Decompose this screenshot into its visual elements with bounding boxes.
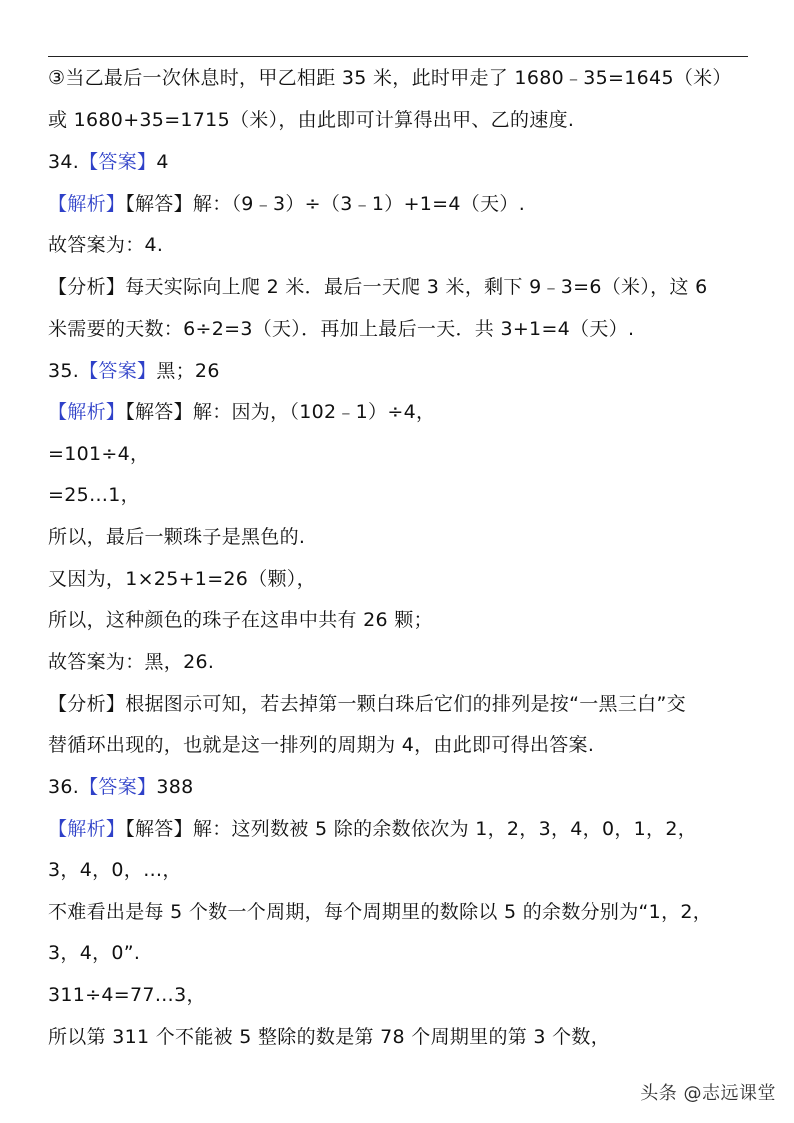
text-line: 米需要的天数：6÷2=3（天）．再加上最后一天．共 3+1=4（天）. — [48, 318, 635, 340]
text-line: 故答案为：黑，26. — [48, 651, 215, 673]
answer-line-34: 34.【答案】4 — [48, 151, 169, 173]
text-line: 又因为，1×25+1=26（颗）， — [48, 568, 316, 590]
analysis-tag: 【解析】 — [48, 818, 126, 840]
text-line: 3，4，0”. — [48, 942, 141, 964]
analysis-line-36: 【解析】【解答】解：这列数被 5 除的余数依次为 1，2，3，4，0，1，2， — [48, 818, 698, 840]
analysis-tag: 【解析】 — [48, 401, 126, 423]
text-line: ③当乙最后一次休息时，甲乙相距 35 米，此时甲走了 1680﹣35=1645（米） — [48, 67, 732, 89]
answer-tag: 【答案】 — [79, 360, 157, 382]
text-line: 311÷4=77…3， — [48, 984, 206, 1006]
analysis-line-34: 【解析】【解答】解：（9﹣3）÷（3﹣1）+1=4（天）. — [48, 193, 526, 215]
text-line: =25…1， — [48, 484, 140, 506]
answer-tag: 【答案】 — [79, 151, 157, 173]
text-line: 所以，这种颜色的珠子在这串中共有 26 颗； — [48, 609, 433, 631]
text-line: 【分析】每天实际向上爬 2 米．最后一天爬 3 米，剩下 9﹣3=6（米），这 6 — [48, 276, 708, 298]
analysis-line-35: 【解析】【解答】解：因为，（102﹣1）÷4， — [48, 401, 436, 423]
text-line: 3，4，0，…， — [48, 859, 182, 881]
answer-tag: 【答案】 — [79, 776, 157, 798]
text-line: 【分析】根据图示可知，若去掉第一颗白珠后它们的排列是按“一黑三白”交 — [48, 693, 686, 715]
text-line: =101÷4， — [48, 443, 150, 465]
text-line: 所以第 311 个不能被 5 整除的数是第 78 个周期里的第 3 个数， — [48, 1026, 611, 1048]
analysis-tag: 【解析】 — [48, 193, 126, 215]
text-line: 不难看出是每 5 个数一个周期，每个周期里的数除以 5 的余数分别为“1，2， — [48, 901, 713, 923]
watermark: 头条 @志远课堂 — [640, 1083, 776, 1104]
answer-line-35: 35.【答案】黑；26 — [48, 360, 220, 382]
text-line: 故答案为：4. — [48, 234, 164, 256]
header-rule — [48, 56, 748, 57]
answer-line-36: 36.【答案】388 — [48, 776, 194, 798]
text-line: 或 1680+35=1715（米），由此即可计算得出甲、乙的速度. — [48, 109, 575, 131]
text-line: 所以，最后一颗珠子是黑色的. — [48, 526, 306, 548]
text-line: 替循环出现的，也就是这一排列的周期为 4，由此即可得出答案. — [48, 734, 595, 756]
